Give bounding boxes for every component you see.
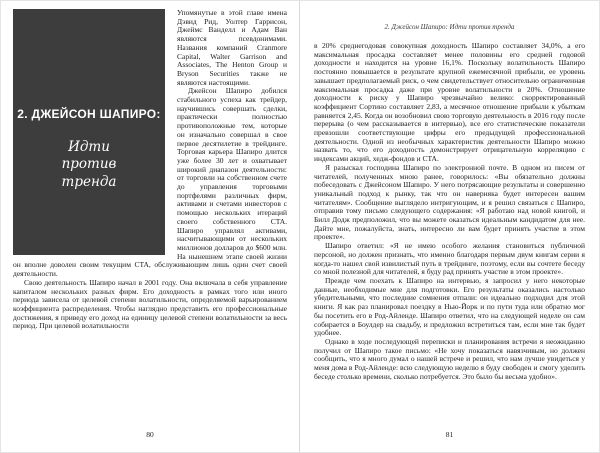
paragraph: Джейсон Шапиро добился стабильного успеха как трейдер, научившись совершать сделки, практически полностью противоположные тем, которые он изначально совершал в свое первое десятилетие в трейдинге. Торговая карьера Шапиро длится уже более 30 лет и охватывает широкий диапазон деятельности: от торговли на собственном счете до управления торговыми портфелями различных фирм, активами и счетами инвесторов с помощью нескольких итераций своего собственного CTA. Шапиро управлял активами, насчитывающими от нескольких миллионов долларов до $600 млн. На нынешнем этапе своей жизни он вполне доволен своим текущим CTA, обслуживающим лишь один счет своей деятельности. bbox=[13, 86, 287, 279]
paragraph: Упомянутые в этой главе имена Дэвид Рид, Уолтер Гаррисон, Джеймс Ванделл и Адам Ван являются псевдонимами. Названия компаний Cranmore Capital, Walter Garrison and Associates, The Henton Group и Bryson Securities также не являются настоящими. bbox=[177, 8, 287, 87]
chapter-subtitle: Идти против тренда bbox=[61, 138, 117, 190]
paragraph: Я разыскал господина Шапиро по электронной почте. В одном из писем от читателей, полученных мною ранее, говорилось: «Вы обязательно должны побеседовать с Джейсоном Шапиро. У него потрясающие результаты и совершенно уникальный подход к рынку, так что он наверняка будет интересен вашим читателям». Сообщение выглядело интригующим, и я решил связаться с Шапиро, отправив тому письмо следующего содержания: «Я работаю над новой книгой, и Билл Додж предположил, что вы можете оказаться идеальным кандидатом для нее. Дайте мне, пожалуйста, знать, интересно ли вам будет принять участие в этом проекте». bbox=[314, 162, 585, 242]
paragraph: Прежде чем поехать к Шапиро на интервью, я запросил у него некоторые данные, необходимые мне для подготовки. Его результаты оказались настолько убедительными, что последние сомнения отпали: он идеально подходил для этой книги. Я как раз планировал поездку в Нью-Йорк и по пути туда или обратно мог бы посетить его в Род-Айленде. Шапиро ответил, что на следующей неделе он сам собирается в Боулдер на свадьбу, и предложил встретиться там, если мне так будет удобнее. bbox=[314, 275, 585, 338]
page-left bbox=[1, 1, 300, 452]
page-number-right: 81 bbox=[445, 430, 454, 439]
paragraph: в 20% среднегодовая совокупная доходность Шапиро составляет 34,0%, а его максимальная просадка составляет менее половины его средней годовой доходности и находится на уровне 16,1%. Поскольку волатильность Шапиро постоянно повышается в результате крупной ежемесячной прибыли, ее уровень завышает предполагаемый риск, о чем свидетельствует относительно ограниченная максимальная просадка даже при уровне волатильности в 20%. Отношение доходности к риску у Шапиро чрезвычайно велико: скорректированный коэффициент Сортино составляет 2,83, а месячное отношение прибыли к убыткам равняется 2,45. Когда он возобновил свою торговую деятельность в 2016 году после перерыва (о чем рассказывается в интервью), все его статистические показатели превзошли соответствующие цифры его предыдущей профессиональной деятельности. Одной из необычных характеристик деятельности Шапиро можно назвать то, что его доходность демонстрирует отрицательную корреляцию с индексами акций, хедж-фондов и CTA. bbox=[314, 41, 585, 164]
paragraph: Свою деятельность Шапиро начал в 2001 году. Она включала в себя управление капиталом нескольких разных фирм. Его доходность в рамках того или иного периода зависела от целевой степени волатильности, определяемой варьированием коэффициента распределения. Чтобы наглядно представить его профессиональные достижения, я приведу его доход на единицу целевой степени волатильности за весь период. При целевой волатильности bbox=[13, 277, 287, 331]
paragraph: Шапиро ответил: «Я не имею особого желания становиться публичной персоной, но должен признать, что именно благодаря первым двум книгам серии я когда-то нашел свой извилистый путь в трейдинге, поэтому, если вы сочтете беседу со мной полезной для читателей, я буду рад принять участие в этом проекте». bbox=[314, 241, 585, 277]
paragraph: Однако в ходе последующей переписки и планирования встречи я неожиданно получил от Шапиро такое письмо: «Не хочу показаться навязчивым, но должен сообщить, что я много думал о нашей встрече и решил, что нам лучше увидеться у меня дома в Род-Айленде: всю следующую неделю я буду свободен и смогу уделить беседе столько времени, сколько потребуется. Это было бы весьма удобно». bbox=[314, 336, 585, 381]
chapter-title-block bbox=[13, 9, 165, 255]
running-head: 2. Джейсон Шапиро: Идти против тренда bbox=[384, 23, 515, 31]
chapter-title: 2. ДЖЕЙСОН ШАПИРО: bbox=[17, 106, 161, 121]
right-page-text bbox=[314, 42, 585, 381]
page-number-left: 80 bbox=[146, 430, 154, 439]
page-right bbox=[300, 1, 599, 452]
